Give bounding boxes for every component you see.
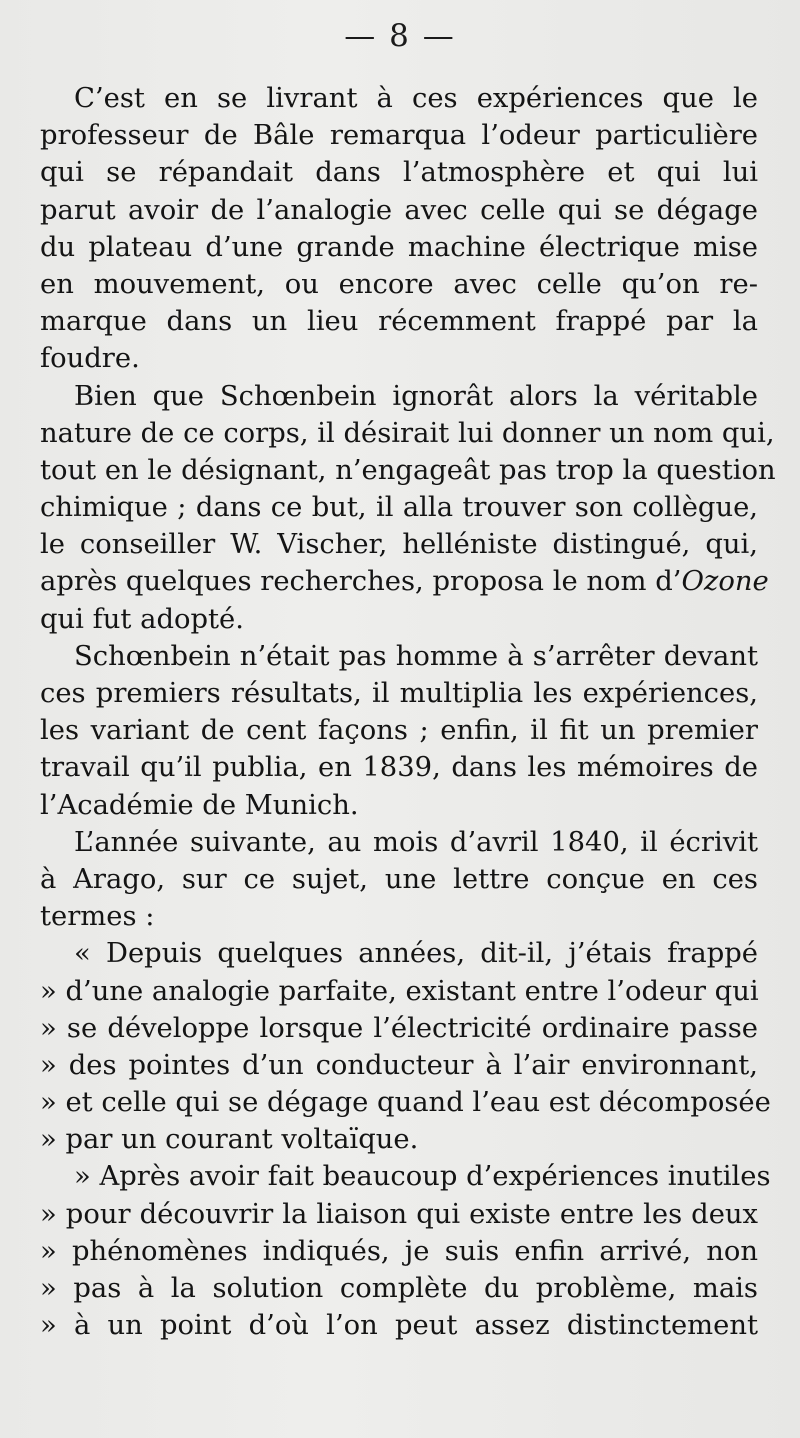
text-line: » se développe lorsque l’électricité ordinaire passe [40,1012,758,1044]
text-line: termes : [40,901,155,933]
text-line: travail qu’il publia, en 1839, dans les mémoires de [40,752,758,784]
text-line: à Arago, sur ce sujet, une lettre conçue en ces [40,863,758,895]
text-line: l’Académie de Munich. [40,789,359,821]
body-text [40,80,776,1344]
text-line: » Après avoir fait beaucoup d’expériences inutiles [74,1161,771,1193]
text-line: parut avoir de l’analogie avec celle qui se dégage [40,194,758,226]
quotation-paragraph [40,935,771,1158]
text-line: Bien que Schœnbein ignorât alors la véritable [74,380,758,412]
text-line: « Depuis quelques années, dit-il, j’étais frappé [74,938,758,970]
text-line: du plateau d’une grande machine électrique mise [40,231,758,263]
paragraph [40,638,758,824]
text-line: tout en le désignant, n’engageât pas trop la question [40,454,776,486]
text-line: qui se répandait dans l’atmosphère et qui lui [40,157,758,189]
text-line: qui fut adopté. [40,603,244,635]
italic-word-ozone: Ozone [681,566,769,598]
text-line: » par un courant voltaïque. [40,1124,419,1156]
text-line: » des pointes d’un conducteur à l’air environnant, [40,1049,758,1081]
text-line: en mouvement, ou encore avec celle qu’on re- [40,268,758,300]
text-line: les variant de cent façons ; enfin, il fit un premier [40,715,758,747]
text-line: marque dans un lieu récemment frappé par la [40,306,758,338]
paragraph [40,80,758,378]
text-line: C’est en se livrant à ces expériences que le [74,83,758,114]
paragraph [40,378,776,638]
text-line: » pour découvrir la liaison qui existe entre les deux [40,1198,758,1230]
text-line: » phénomènes indiqués, je suis enfin arrivé, non [40,1235,758,1267]
text-line: chimique ; dans ce but, il alla trouver son collègue, [40,492,758,524]
text-line: ces premiers résultats, il multiplia les expériences, [40,678,758,709]
paragraph [40,824,758,936]
text-line-with-italic [40,563,769,600]
quotation-paragraph [40,1158,771,1344]
text-line: professeur de Bâle remarqua l’odeur particulière [40,120,758,152]
text-line: L’année suivante, au mois d’avril 1840, il écrivit [74,826,758,858]
page-number: — 8 — [344,18,456,54]
text-line: le conseiller W. Vischer, helléniste distingué, qui, [40,529,758,561]
text-line: » à un point d’où l’on peut assez distinctement [40,1310,758,1342]
text-line: foudre. [40,343,140,375]
text-line: nature de ce corps, il désirait lui donner un nom qui, [40,417,775,449]
text-line: » d’une analogie parfaite, existant entre l’odeur qui [40,975,759,1007]
text-line: » pas à la solution complète du problème, mais [40,1273,758,1304]
text-line: » et celle qui se dégage quand l’eau est décomposée [40,1087,771,1119]
text-segment: après quelques recherches, proposa le nom d’ [40,566,682,598]
text-line: Schœnbein n’était pas homme à s’arrêter devant [74,640,758,672]
